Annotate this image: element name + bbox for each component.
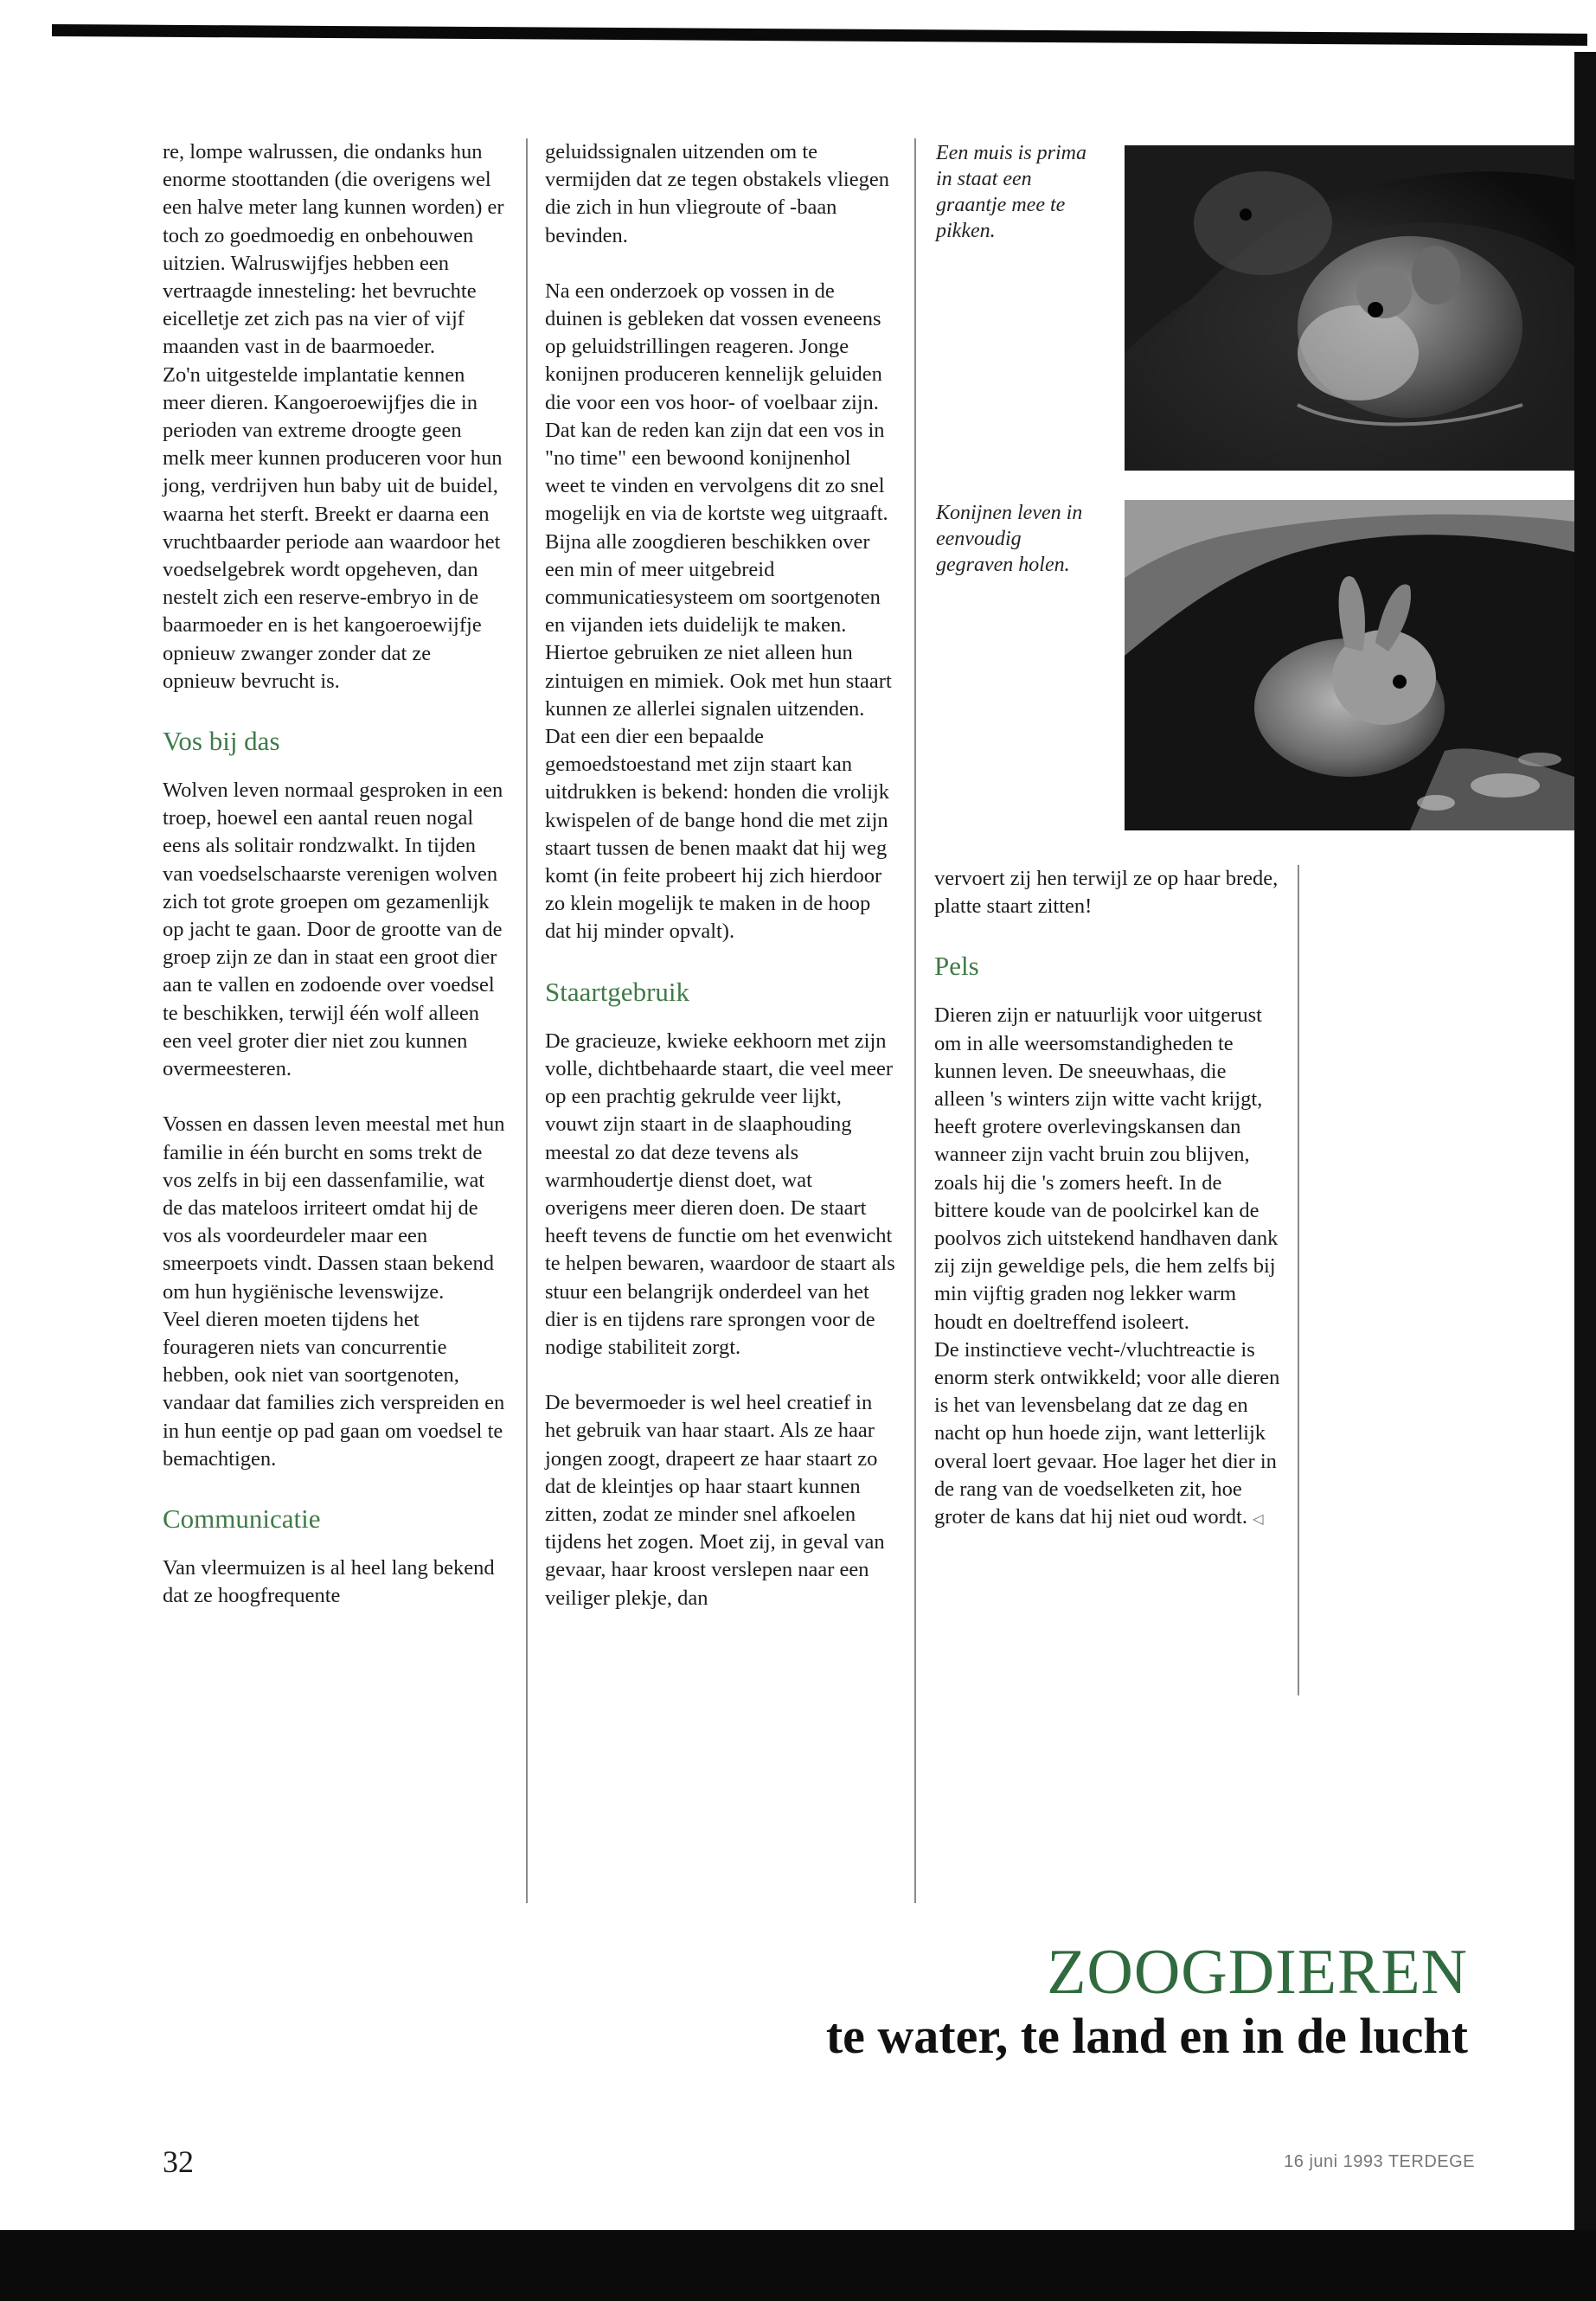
paragraph-text: De instinctieve vecht-/vluchtreactie is enorm sterk ontwikkeld; voor alle dieren is het van levensbelang dat ze dag en nacht op hun hoede zijn, want letterlijk overal loert gevaar. Hoe lager het dier in de rang van de voedselketen zit, hoe groter de kans dat hij niet oud wordt. [934, 1337, 1280, 1529]
mouse-photo [1125, 145, 1574, 471]
paragraph: Van vleermuizen is al heel lang bekend dat ze hoogfrequente [163, 1555, 495, 1608]
headline-title: ZOOGDIEREN [1047, 1937, 1468, 2008]
paragraph: Bijna alle zoogdieren beschikken over een min of meer uitgebreid communicatiesysteem om soortgenoten en vijanden iets duidelijk te maken. Hiertoe gebruiken ze niet alleen hun zintuigen en mimiek. Ook met hun staart kunnen ze allerlei signalen uitzenden. Dat een dier een bepaalde gemoedstoestand met zijn staart kan uitdrukken is bekend: honden die vrolijk kwispelen of de bange hond die met zijn staart tussen de benen maakt dat hij weg komt (in feite probeert hij zich hierdoor zo klein mogelijk te maken in de hoop dat hij minder opvalt). [545, 529, 892, 944]
page-number: 32 [163, 2144, 194, 2179]
paragraph: Wolven leven normaal gesproken in een troep, hoewel een aantal reuen nogal eens als solitair rondzwalkt. In tijden van voedselschaarste verenigen wolven zich tot grote groepen om gezamenlijk op jacht te gaan. Door de grootte van de groep zijn ze dan in staat een groot dier aan te vallen en zodoende over voedsel te beschikken, terwijl één wolf alleen een veel groter dier niet zou kunnen overmeesteren. [163, 779, 503, 1081]
paragraph: Vossen en dassen leven meestal met hun familie in één burcht en soms trekt de vos zelfs in bij een dassenfamilie, wat de das mateloos irriteert omdat hij de vos als voordeurdeler maar een smeerpoets vindt. Dassen staan bekend om hun hygiënische levenswijze. [163, 1112, 505, 1304]
paragraph: De gracieuze, kwieke eekhoorn met zijn volle, dichtbehaarde staart, die veel meer op een prachtig gekrulde veer lijkt, vouwt zijn staart in de slaaphouding meestal zo dat deze tevens als warmhoudertje dienst doet, wat overigens meer dieren doen. De staart heeft tevens de functie om het evenwicht te helpen bewaren, waardoor de staart als stuur een belangrijk onderdeel van het dier is en tijdens rare sprongen voor de nodige stabiliteit zorgt. [545, 1029, 895, 1359]
paragraph: Na een onderzoek op vossen in de duinen is gebleken dat vossen eveneens op geluidstrillingen reageren. Jonge konijnen produceren kennelijk geluiden die voor een vos hoor- of voelbaar zijn. Dat kan de reden kan zijn dat een vos in "no time" een bewoond konijnenhol weet te vinden en vervolgens dit zo snel mogelijk en via de kortste weg uitgraaft. [545, 279, 888, 526]
scan-border-top [52, 24, 1587, 46]
column-3 [934, 865, 1280, 1534]
section-heading-communicatie: Communicatie [163, 1503, 321, 1534]
paragraph: vervoert zij hen terwijl ze op haar brede, platte staart zitten! [934, 867, 1279, 919]
paragraph: De bevermoeder is wel heel creatief in het gebruik van haar staart. Als ze haar jongen zoogt, drapeert ze haar staart zo dat de kleintjes op haar staart kunnen zitten, zodat ze minder snel afkoelen tijdens het zogen. Moet zij, in geval van gevaar, haar kroost verslepen naar een veiliger plekje, dan [545, 1391, 885, 1610]
paragraph: geluidssignalen uitzenden om te vermijden dat ze tegen obstakels vliegen die zich in hun vliegroute of -baan bevinden. [545, 140, 889, 247]
column-divider [1298, 865, 1299, 1695]
paragraph: Zo'n uitgestelde implantatie kennen meer dieren. Kangoeroewijfjes die in perioden van extreme droogte geen melk meer kunnen produceren voor hun jong, verdrijven hun baby uit de buidel, waarna het sterft. Breekt er daarna een vruchtbaarder periode aan waardoor het voedselgebrek wordt opgeheven, dan nestelt zich een reserve-embryo in de baarmoeder en is het kangoeroewijfje opnieuw zwanger zonder dat ze opnieuw bevrucht is. [163, 362, 503, 693]
headline [826, 1938, 1468, 2066]
caption-mouse: Een muis is prima in staat een graantje mee te pikken. [936, 142, 1086, 242]
paragraph: Dieren zijn er natuurlijk voor uitgerust om in alle weersomstandigheden te kunnen leven. De sneeuwhaas, die alleen 's winters zijn witte vacht krijgt, heeft grotere overlevingskansen dan wanneer zijn vacht bruin zou blijven, zoals hij die 's zomers heeft. In de bittere koude van de poolcirkel kan de poolvos zich uitstekend handhaven dank zij zijn geweldige pels, die hem zelfs bij min vijftig graden nog lekker warm houdt en doeltreffend isoleert. [934, 1003, 1279, 1334]
paragraph: Veel dieren moeten tijdens het fourageren niets van concurrentie hebben, ook niet van soortgenoten, vandaar dat families zich verspreiden en in hun eentje op pad gaan om voedsel te bemachtigen. [163, 1307, 505, 1471]
paragraph: re, lompe walrussen, die ondanks hun enorme stoottanden (die overigens wel een halve meter lang kunnen worden) er toch zo goedmoedig en onbehouwen uitzien. Walruswijfjes hebben een vertraagde innesteling: het bevruchte eicelletje zet zich pas na vier of vijf maanden vast in de baarmoeder. [163, 140, 504, 359]
column-2 [545, 138, 895, 1612]
scan-border-bottom [0, 2230, 1596, 2301]
column-divider [526, 138, 528, 1903]
section-heading-pels: Pels [934, 951, 979, 982]
paragraph [934, 1336, 1280, 1534]
section-heading-vos-bij-das: Vos bij das [163, 726, 280, 757]
headline-subtitle: te water, te land en in de lucht [825, 2008, 1468, 2064]
caption-rabbit: Konijnen leven in eenvoudig gegraven holen. [936, 502, 1083, 576]
column-divider [914, 138, 916, 1903]
footer-date-publication: 16 juni 1993 TERDEGE [1284, 2152, 1475, 2171]
column-1 [163, 138, 509, 1610]
section-heading-staartgebruik: Staartgebruik [545, 976, 690, 1007]
scan-border-right [1574, 52, 1596, 2232]
rabbit-photo [1125, 500, 1574, 830]
end-mark-icon: ◁ [1253, 1512, 1264, 1528]
